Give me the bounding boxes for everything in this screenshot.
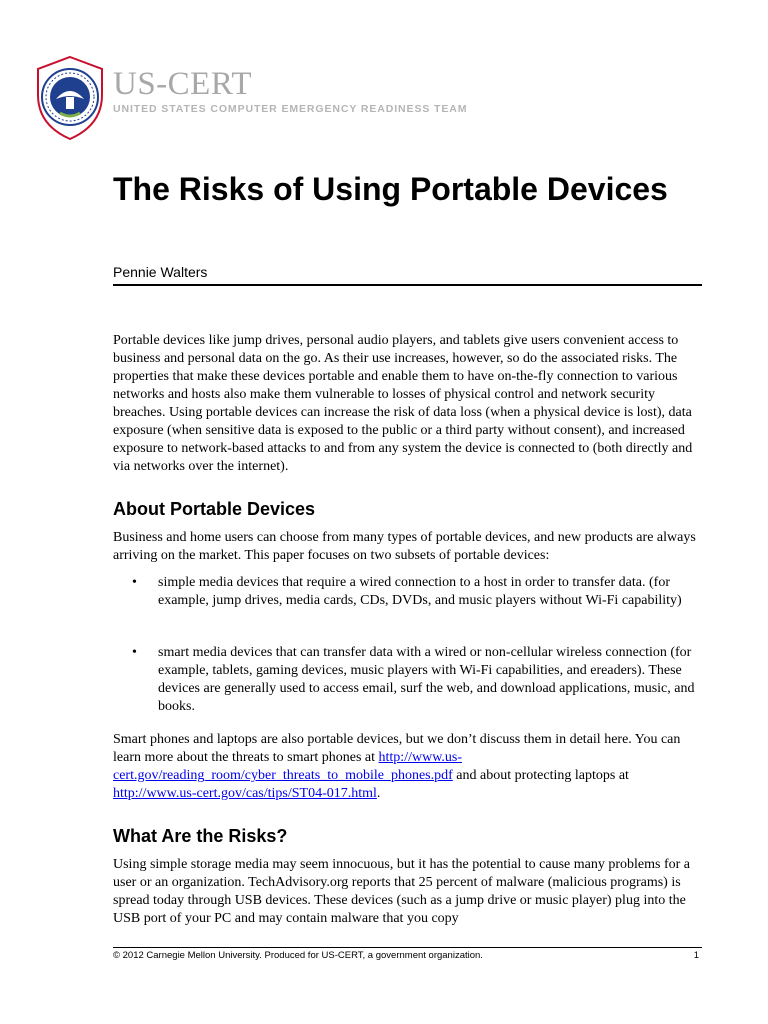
about-paragraph: Business and home users can choose from many types of portable devices, and new products are always arriving on the market. This paper focuses on two subsets of portable devices: (113, 530, 696, 563)
section-heading-risks: What Are the Risks? (113, 826, 288, 846)
risks-paragraph: Using simple storage media may seem innocuous, but it has the potential to cause many problems for a user or an organization. TechAdvisory.org reports that 25 percent of malware (malicious programs) is spread today through USB devices. These devices (such as a jump drive or music player) plug into the USB port of your PC and may contain malware that you copy (113, 857, 690, 926)
page-number: 1 (693, 950, 699, 961)
mobile-phones-link[interactable]: http://www.us-cert.gov/reading_room/cyber_threats_to_mobile_phones.pdf (113, 750, 463, 783)
page-footer (113, 950, 702, 961)
footer-divider (113, 947, 702, 948)
title-divider (113, 284, 702, 286)
brand-name: US-CERT (113, 66, 253, 102)
footer-copyright: © 2012 Carnegie Mellon University. Produced for US-CERT, a government organization. (113, 950, 483, 961)
bullet-item-simple-media: simple media devices that require a wired connection to a host in order to transfer data. (for example, jump drives, media cards, CDs, DVDs, and music players without Wi-Fi capability) (158, 575, 682, 608)
bullet-dot: • (132, 575, 137, 590)
document-title: The Risks of Using Portable Devices (113, 171, 668, 207)
paragraph-text: and about protecting laptops at (452, 768, 629, 783)
dhs-seal-icon (34, 53, 106, 143)
paragraph-text: . (376, 786, 381, 801)
bullet-item-smart-media: smart media devices that can transfer data with a wired or non-cellular wireless connection (for example, tablets, gaming devices, music players with Wi-Fi capabilities, and ereaders). These devices are generally used to access email, surf the web, and download applications, music, and books. (158, 645, 695, 714)
section-heading-about: About Portable Devices (113, 499, 316, 519)
laptops-link[interactable]: http://www.us-cert.gov/cas/tips/ST04-017.html (113, 786, 377, 801)
brand-block (113, 68, 467, 115)
devices-paragraph (113, 731, 705, 803)
intro-paragraph: Portable devices like jump drives, personal audio players, and tablets give users convenient access to business and personal data on the go. As their use increases, however, so do the associated risks. The properties that make these devices portable and enable them to have on-the-fly connection to various networks and hosts also make them vulnerable to losses of physical control and network security breaches. Using portable devices can increase the risk of data loss (when a physical device is lost), data exposure (when sensitive data is exposed to the public or a third party without consent), and increased exposure to network-based attacks to and from any system the device is connected to (both directly and via networks over the internet). (113, 333, 693, 474)
paragraph-text: Smart phones and laptops are also portable devices, but we don’t discuss them in detail here. You can learn more about the threats to smart phones at (113, 732, 681, 765)
bullet-dot: • (132, 645, 137, 660)
brand-tagline: UNITED STATES COMPUTER EMERGENCY READINESS TEAM (113, 103, 468, 115)
author-name: Pennie Walters (113, 264, 208, 280)
